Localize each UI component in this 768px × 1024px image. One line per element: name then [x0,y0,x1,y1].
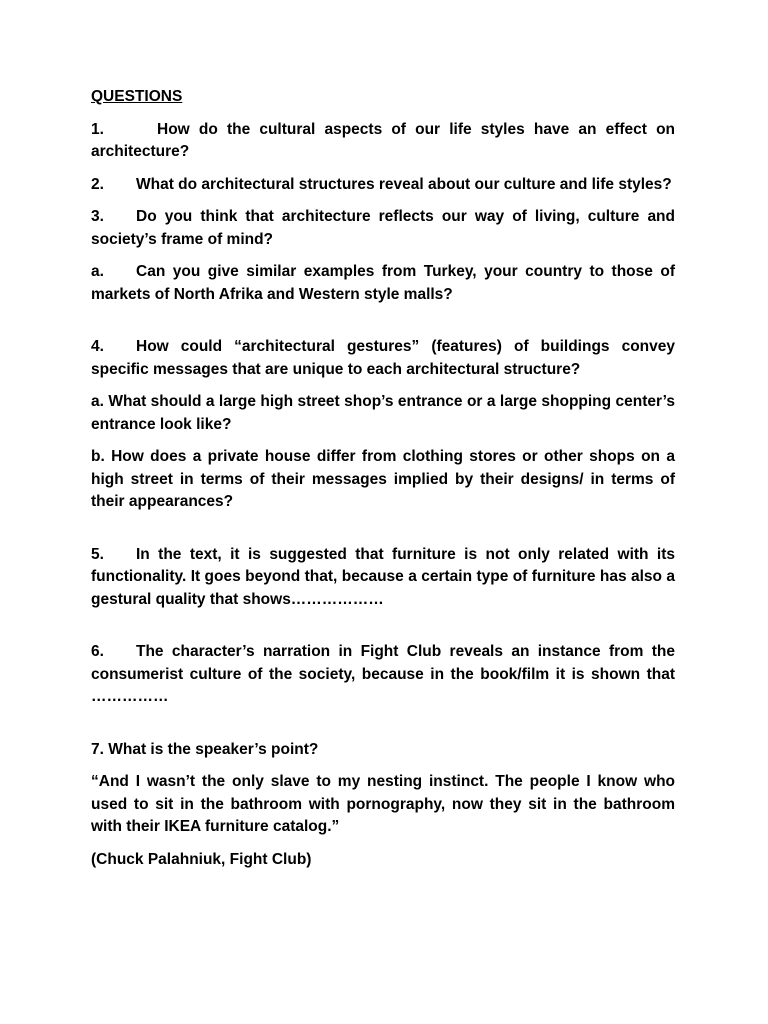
question-text: How could “architectural gestures” (features) of buildings convey specific messages that are unique to each architectural structure? [91,338,675,378]
spacer [91,316,675,336]
spacer [91,621,675,641]
question-text: Do you think that architecture reflects our way of living, culture and society’s frame of mind? [91,208,675,248]
question-6 [91,641,675,709]
question-text: In the text, it is suggested that furniture is not only related with its functionality. It goes beyond that, because a certain type of furniture has also a gestural quality that shows……………… [91,545,675,608]
question-1 [91,119,675,164]
question-text: What do architectural structures reveal about our culture and life styles? [136,175,672,193]
question-text: Can you give similar examples from Turkey, your country to those of markets of North Afrika and Western style malls? [91,263,675,303]
question-number: 4. [91,338,104,355]
question-number: 6. [91,643,104,660]
question-4 [91,336,675,381]
question-text: The character’s narration in Fight Club reveals an instance from the consumerist culture of the society, because in the book/film it is shown that …………… [91,643,675,705]
question-number: 5. [91,545,104,563]
question-number: a. [91,263,104,280]
question-number: 2. [91,175,104,193]
quote: “And I wasn’t the only slave to my nesting instinct. The people I know who used to sit in the bathroom with pornography, now they sit in the bathroom with their IKEA furniture catalog.” [91,773,675,835]
question-3 [91,206,675,251]
page-title: QUESTIONS [91,88,183,105]
question-4b: b. How does a private house differ from clothing stores or other shops on a high street in terms of their messages implied by their designs/ in terms of their appearances? [91,448,675,510]
document-content [91,86,675,881]
spacer [91,719,675,739]
question-text: How do the cultural aspects of our life styles have an effect on architecture? [91,120,675,160]
question-3a [91,261,675,306]
quote-citation: (Chuck Palahniuk, Fight Club) [91,850,312,868]
question-number: 3. [91,208,104,225]
spacer [91,524,675,544]
question-number: 1. [91,120,104,138]
question-7: 7. What is the speaker’s point? [91,740,319,758]
question-4a: a. What should a large high street shop’s entrance or a large shopping center’s entrance look like? [91,393,675,433]
question-2 [91,174,675,197]
question-5 [91,544,675,612]
